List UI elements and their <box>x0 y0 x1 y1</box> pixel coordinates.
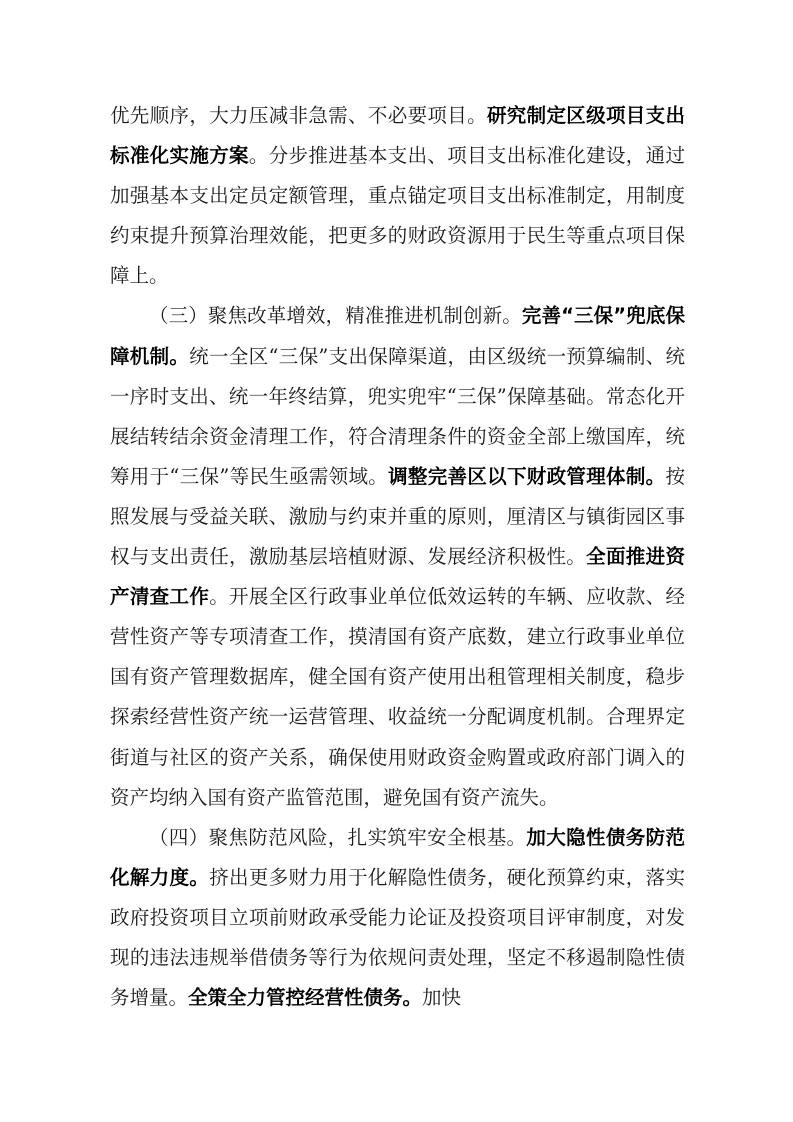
text-run: 挤出更多财力用于化解隐性债务，硬化预算约束，落实政府投资项目立项前财政承受能力论证及投资项目评审制度，对发现的违法违规举借债务等行为依规问责处理，坚定不移遏制隐性债务增量。 <box>110 865 685 1010</box>
text-run: 。分步推进基本支出、项目支出标准化建设，通过加强基本支出定员定额管理，重点锚定项目支出标准制定，用制度约束提升预算治理效能，把更多的财政资源用于民生等重点项目保障上。 <box>110 144 685 288</box>
paragraph-2 <box>110 296 685 817</box>
paragraph-1 <box>110 96 685 296</box>
text-run: 按照发展与受益关联、激励与约束并重的原则，厘清区与镇街园区事权与支出责任，激励基层培植财源、发展经济积极性。 <box>110 464 685 569</box>
bold-heading-run: 全面推进资产清查工作 <box>110 545 685 609</box>
text-run: 加快 <box>422 986 462 1010</box>
bold-heading-run: 完善“三保”兜底保障机制。 <box>110 304 685 368</box>
text-run: 优先顺序，大力压减非急需、不必要项目。 <box>110 104 487 127</box>
section-heading-run: （四）聚焦防范风险，扎实筑牢安全根基。 <box>149 825 527 849</box>
text-run: 统一全区“三保”支出保障渠道，由区级统一预算编制、统一序时支出、统一年终结算，兜实兜牢“三保”保障基础。常态化开展结转结余资金清理工作，符合清理条件的资金全部上缴国库，统筹用于“三保”等民生亟需领域。 <box>110 344 685 488</box>
document-page <box>110 96 685 1018</box>
paragraph-3 <box>110 818 685 1018</box>
bold-heading-run: 调整完善区以下财政管理体制。 <box>388 464 666 488</box>
bold-heading-run: 研究制定区级项目支出标准化实施方案 <box>110 104 685 168</box>
text-run: 。开展全区行政事业单位低效运转的车辆、应收款、经营性资产等专项清查工作，摸清国有资产底数，建立行政事业单位国有资产管理数据库，健全国有资产使用出租管理相关制度，稳步探索经营性资产统一运营管理、收益统一分配调度机制。合理界定街道与社区的资产关系，确保使用财政资金购置或政府部门调入的资产均纳入国有资产监管范围，避免国有资产流失。 <box>110 585 685 809</box>
bold-heading-run: 加大隐性债务防范化解力度。 <box>110 825 685 889</box>
bold-heading-run: 全策全力管控经营性债务。 <box>188 986 423 1010</box>
section-heading-run: （三）聚焦改革增效，精准推进机制创新。 <box>149 304 522 328</box>
